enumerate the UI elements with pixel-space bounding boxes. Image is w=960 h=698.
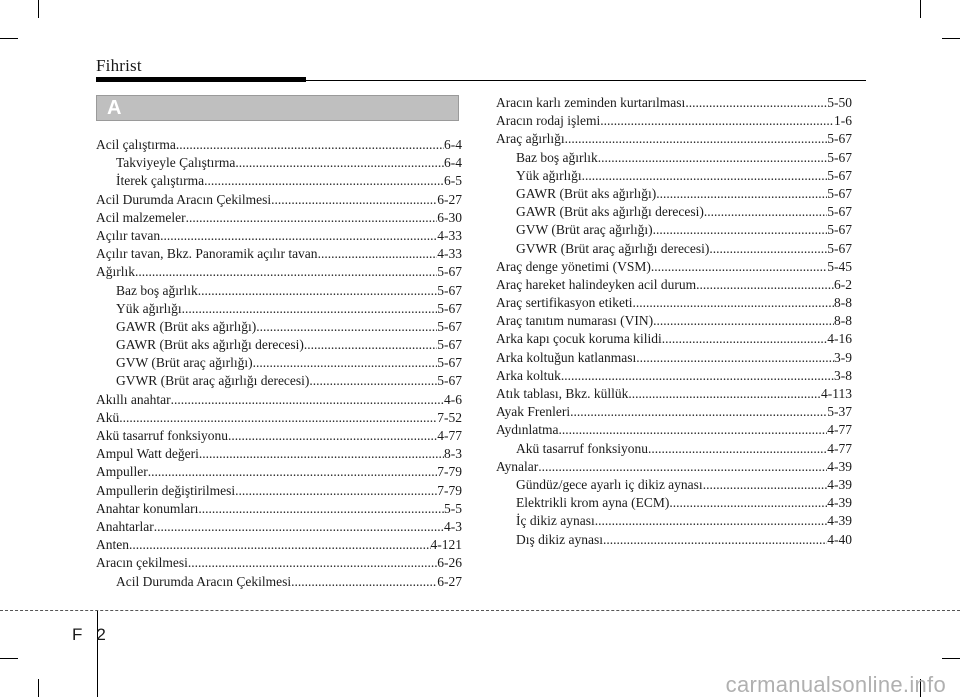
leader-dots <box>636 349 834 367</box>
index-entry-page: 5-67 <box>827 204 852 220</box>
watermark: carmanualsonline.info <box>725 672 946 697</box>
index-entry-page: 5-67 <box>437 355 462 371</box>
index-entry-page: 4-3 <box>444 518 462 534</box>
leader-dots <box>235 482 437 500</box>
crop-mark <box>0 38 18 39</box>
page-number <box>72 625 106 645</box>
crop-mark <box>942 38 960 39</box>
page-number-value: 2 <box>96 625 106 644</box>
leader-dots <box>228 427 437 445</box>
index-entry-text: Acil çalıştırma <box>96 137 176 152</box>
index-entry <box>96 336 462 354</box>
index-entry <box>496 385 852 403</box>
index-entry-page: 4-16 <box>827 331 852 347</box>
index-entry <box>96 191 462 209</box>
index-entry-page: 7-79 <box>437 482 462 498</box>
leader-dots <box>656 185 827 203</box>
leader-dots <box>160 227 437 245</box>
index-entry-text: Dış dikiz aynası <box>516 531 603 547</box>
index-entry <box>96 372 462 390</box>
leader-dots <box>318 245 438 263</box>
index-entry <box>496 94 852 112</box>
leader-dots <box>176 136 444 154</box>
footer-divider <box>97 611 98 697</box>
leader-dots <box>256 318 437 336</box>
leader-dots <box>135 263 437 281</box>
index-entry-text: Akü tasarruf fonksiyonu <box>96 428 228 443</box>
index-entry-page: 6-27 <box>437 191 462 207</box>
index-entry-text: İterek çalıştırma <box>116 173 205 189</box>
index-entry <box>96 136 462 154</box>
index-entry-page: 5-67 <box>437 282 462 298</box>
index-entry-page: 7-52 <box>437 409 462 425</box>
leader-dots <box>538 458 827 476</box>
index-entry-text: Elektrikli krom ayna (ECM) <box>516 495 670 511</box>
index-entry <box>96 463 462 481</box>
index-entry-page: 5-67 <box>437 318 462 334</box>
index-entry-text: Araç hareket halindeyken acil durum <box>496 276 697 292</box>
index-entry-page: 1-6 <box>834 113 852 129</box>
crop-mark <box>0 658 18 659</box>
leader-dots <box>561 367 834 385</box>
index-entry <box>496 185 852 203</box>
section-letter: A <box>107 97 122 119</box>
index-entry <box>96 445 462 463</box>
index-entry <box>496 403 852 421</box>
index-entry-text: Acil Durumda Aracın Çekilmesi <box>96 191 272 207</box>
leader-dots <box>154 518 444 536</box>
index-entry-text: Ağırlık <box>96 264 135 280</box>
index-entry-page: 5-45 <box>827 258 852 274</box>
index-entry-text: Açılır tavan <box>96 227 161 243</box>
index-entry <box>496 130 852 148</box>
index-entry-text: Anten <box>96 537 129 553</box>
index-entry-page: 4-39 <box>827 513 852 529</box>
leader-dots <box>669 494 827 512</box>
leader-dots <box>685 94 827 112</box>
index-entry-page: 4-39 <box>827 476 852 492</box>
index-entry-page: 5-67 <box>827 167 852 183</box>
leader-dots <box>148 463 438 481</box>
leader-dots <box>662 330 828 348</box>
crop-mark <box>38 679 39 697</box>
leader-dots <box>648 440 827 458</box>
page-title: Fihrist <box>96 56 142 75</box>
index-entry-page: 5-67 <box>437 373 462 389</box>
index-entry-text: Araç ağırlığı <box>496 131 565 147</box>
leader-dots <box>171 391 444 409</box>
index-entry-page: 8-3 <box>444 446 462 462</box>
index-entry-text: Akü tasarruf fonksiyonu <box>516 440 648 456</box>
leader-dots <box>651 258 827 276</box>
index-entry-text: GAWR (Brüt aks ağırlığı derecesi) <box>516 204 704 220</box>
index-entry-text: Araç sertifikasyon etiketi <box>496 295 633 311</box>
index-entry-page: 3-9 <box>834 349 852 365</box>
index-entry-text: Gündüz/gece ayarlı iç dikiz aynası <box>516 476 703 492</box>
index-entry-text: Baz boş ağırlık <box>116 282 198 298</box>
leader-dots <box>709 240 827 258</box>
index-entry <box>496 149 852 167</box>
index-entry <box>496 330 852 348</box>
index-entry-text: Akü <box>96 409 120 425</box>
leader-dots <box>595 512 828 530</box>
index-entry-page: 8-8 <box>834 295 852 311</box>
index-entry <box>496 258 852 276</box>
index-entry <box>96 263 462 281</box>
index-entry <box>496 276 852 294</box>
leader-dots <box>559 421 828 439</box>
index-entry <box>96 245 462 263</box>
index-entry <box>496 312 852 330</box>
index-entry-text: GVW (Brüt araç ağırlığı) <box>116 355 253 371</box>
index-entry <box>496 294 852 312</box>
leader-dots <box>129 536 431 554</box>
index-entry <box>496 421 852 439</box>
leader-dots <box>271 191 437 209</box>
leader-dots <box>600 112 834 130</box>
index-entry-page: 5-67 <box>437 264 462 280</box>
index-entry-page: 5-5 <box>444 500 462 516</box>
index-entry <box>496 367 852 385</box>
index-entry-page: 7-79 <box>437 464 462 480</box>
index-entry <box>96 300 462 318</box>
index-entry-text: Atık tablası, Bkz. küllük <box>496 386 629 401</box>
index-entry-text: GVWR (Brüt araç ağırlığı derecesi) <box>516 240 710 256</box>
leader-dots <box>188 554 437 572</box>
header-rule-accent <box>96 77 306 82</box>
leader-dots <box>653 221 828 239</box>
index-entry-text: Takviyeyle Çalıştırma <box>116 155 236 171</box>
index-entry <box>496 440 852 458</box>
index-entry-text: GAWR (Brüt aks ağırlığı) <box>116 318 257 334</box>
index-entry-page: 4-77 <box>827 422 852 438</box>
index-entry-page: 4-39 <box>827 495 852 511</box>
index-entry-page: 6-4 <box>444 137 462 152</box>
leader-dots <box>304 336 437 354</box>
index-entry-text: Ampuller <box>96 464 148 480</box>
index-entry-text: Arka koltuk <box>496 367 561 383</box>
leader-dots <box>199 445 444 463</box>
index-entry <box>96 391 462 409</box>
index-entry <box>96 536 462 554</box>
leader-dots <box>653 312 834 330</box>
index-entry-page: 5-67 <box>437 337 462 353</box>
index-entry-page: 6-30 <box>437 209 462 225</box>
index-entry-text: Aracın rodaj işlemi <box>496 113 601 129</box>
index-entry-page: 5-67 <box>827 240 852 256</box>
leader-dots <box>119 409 437 427</box>
leader-dots <box>570 403 827 421</box>
index-entry-text: GAWR (Brüt aks ağırlığı) <box>516 185 657 201</box>
index-entry-text: Ampullerin değiştirilmesi <box>96 482 236 498</box>
index-entry-page: 5-67 <box>827 149 852 165</box>
crop-mark <box>38 0 39 18</box>
leader-dots <box>704 203 827 221</box>
index-entry-page: 6-2 <box>834 276 852 292</box>
index-entry-text: Yük ağırlığı <box>116 300 182 316</box>
index-entry-page: 5-50 <box>827 95 852 110</box>
leader-dots <box>565 130 828 148</box>
index-entry <box>96 209 462 227</box>
index-entry-text: Aydınlatma <box>496 422 559 438</box>
index-entry-text: GAWR (Brüt aks ağırlığı derecesi) <box>116 337 304 353</box>
index-entry-page: 4-40 <box>827 531 852 547</box>
index-entry-page: 4-121 <box>430 537 462 553</box>
index-entry-page: 5-67 <box>827 131 852 147</box>
index-entry <box>96 282 462 300</box>
index-entry-text: Ayak Frenleri <box>496 404 571 420</box>
index-entry <box>96 518 462 536</box>
index-entry-page: 5-67 <box>827 222 852 238</box>
leader-dots <box>628 385 821 403</box>
index-entry-text: GVW (Brüt araç ağırlığı) <box>516 222 653 238</box>
index-entry <box>96 573 462 591</box>
index-entry <box>496 167 852 185</box>
index-entry-page: 4-77 <box>437 428 462 443</box>
index-entry-text: Araç tanıtım numarası (VIN) <box>496 313 654 329</box>
index-entry <box>496 112 852 130</box>
index-entry <box>96 354 462 372</box>
leader-dots <box>598 149 828 167</box>
index-entry-text: Arka kapı çocuk koruma kilidi <box>496 331 662 347</box>
index-entry <box>496 531 852 549</box>
index-entry-text: Aracın karlı zeminden kurtarılması <box>496 95 686 110</box>
index-entry-text: Baz boş ağırlık <box>516 149 598 165</box>
leader-dots <box>603 531 827 549</box>
index-entry-text: Aracın çekilmesi <box>96 555 188 571</box>
index-entry-text: İç dikiz aynası <box>516 513 595 529</box>
index-entry <box>96 227 462 245</box>
index-entry-page: 6-26 <box>437 555 462 571</box>
index-entry <box>496 203 852 221</box>
crop-mark <box>920 0 921 18</box>
index-entry <box>496 458 852 476</box>
index-entry <box>496 476 852 494</box>
index-entry <box>96 500 462 518</box>
leader-dots <box>582 167 828 185</box>
index-entry-page: 6-4 <box>444 155 462 171</box>
index-entry <box>96 409 462 427</box>
index-entry-page: 5-67 <box>437 300 462 316</box>
index-entry-page: 6-5 <box>444 173 462 189</box>
index-entry <box>496 349 852 367</box>
index-entry-text: Aynalar <box>496 458 539 474</box>
index-entry-text: Ampul Watt değeri <box>96 446 199 462</box>
leader-dots <box>632 294 834 312</box>
index-entry-text: Akıllı anahtar <box>96 391 171 407</box>
footer-dashed-rule <box>0 610 960 611</box>
leader-dots <box>182 300 438 318</box>
leader-dots <box>291 573 437 591</box>
index-entry-text: Yük ağırlığı <box>516 167 582 183</box>
index-entry-text: Anahtar konumları <box>96 500 199 516</box>
leader-dots <box>703 476 828 494</box>
index-entry-text: Açılır tavan, Bkz. Panoramik açılır tavan <box>96 246 318 262</box>
index-entry <box>496 240 852 258</box>
index-entry-page: 5-67 <box>827 185 852 201</box>
leader-dots <box>204 172 444 190</box>
index-entry <box>496 512 852 530</box>
index-entry-page: 6-27 <box>437 573 462 589</box>
leader-dots <box>186 209 438 227</box>
index-entry-page: 4-6 <box>444 391 462 407</box>
leader-dots <box>253 354 438 372</box>
index-entry-page: 4-33 <box>437 246 462 262</box>
index-entry <box>96 172 462 190</box>
index-entry <box>96 154 462 172</box>
index-entry-text: Acil Durumda Aracın Çekilmesi <box>116 573 292 589</box>
index-entry-page: 4-77 <box>827 440 852 456</box>
index-entry <box>496 221 852 239</box>
leader-dots <box>696 276 834 294</box>
index-entry-page: 8-8 <box>834 313 852 329</box>
leader-dots <box>235 154 444 172</box>
index-entry-page: 4-33 <box>437 227 462 243</box>
leader-dots <box>198 282 438 300</box>
index-entry-text: Arka koltuğun katlanması <box>496 349 637 365</box>
index-entry <box>496 494 852 512</box>
leader-dots <box>198 500 444 518</box>
index-entry-text: Anahtarlar <box>96 518 154 534</box>
index-entry-text: Acil malzemeler <box>96 209 186 225</box>
index-column-left <box>96 136 462 591</box>
leader-dots <box>309 372 437 390</box>
index-entry <box>96 427 462 445</box>
crop-mark <box>942 658 960 659</box>
section-header <box>96 95 459 121</box>
index-column-right <box>496 94 852 549</box>
index-entry <box>96 482 462 500</box>
index-entry-text: Araç denge yönetimi (VSM) <box>496 258 651 274</box>
index-entry <box>96 318 462 336</box>
index-entry-page: 4-113 <box>821 386 852 401</box>
index-entry-page: 4-39 <box>827 458 852 474</box>
index-entry <box>96 554 462 572</box>
index-entry-page: 5-37 <box>827 404 852 420</box>
page-section: F <box>72 625 83 644</box>
index-entry-text: GVWR (Brüt araç ağırlığı derecesi) <box>116 373 310 389</box>
index-entry-page: 3-8 <box>834 367 852 383</box>
